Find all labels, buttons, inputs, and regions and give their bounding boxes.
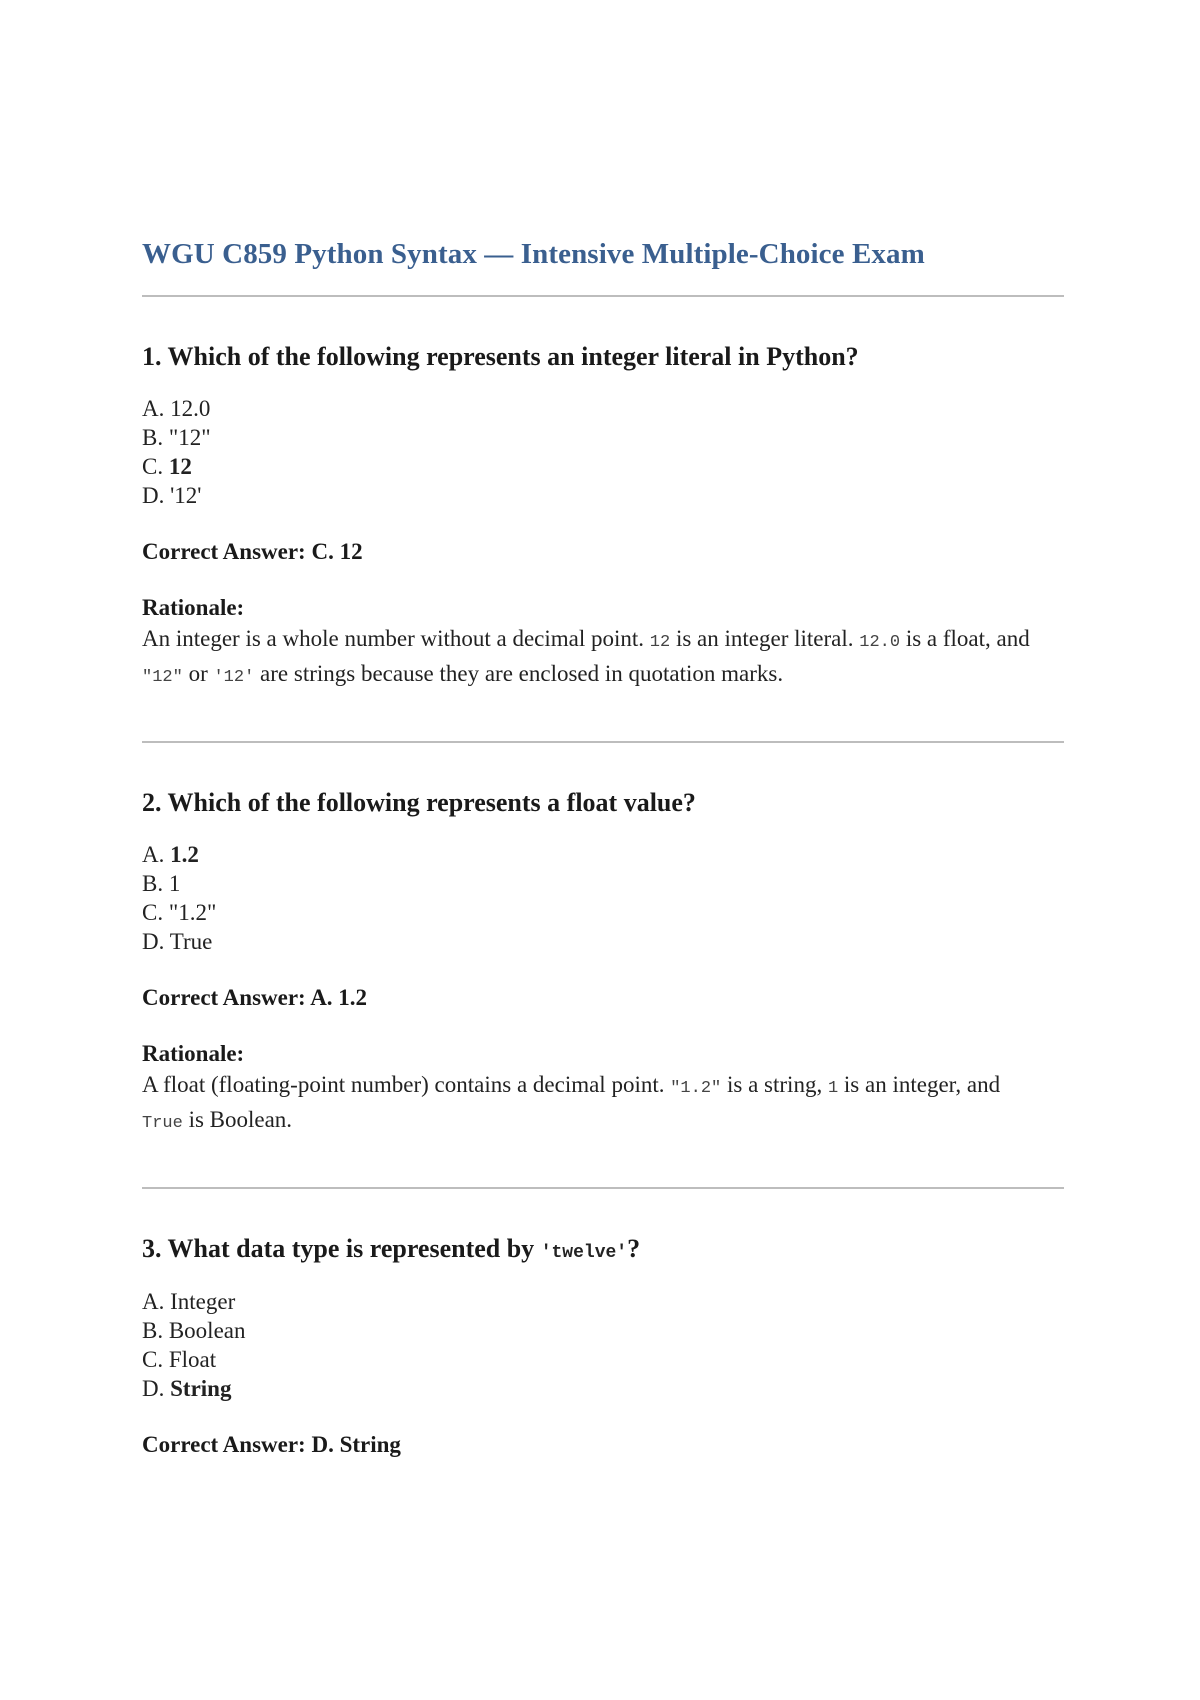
exam-document (142, 238, 1064, 1458)
divider (142, 741, 1064, 743)
question-prompt: Which of the following represents a float value? (167, 788, 696, 818)
option-text: Float (168, 1346, 217, 1372)
option-text: "12" (168, 425, 211, 451)
inline-code: 12 (649, 633, 671, 653)
option-letter: D. (142, 929, 165, 955)
question-prompt: What data type is represented by (167, 1234, 541, 1264)
rationale-segment: is an integer, and (838, 1072, 1001, 1098)
option-a (142, 840, 1064, 869)
rationale-text (142, 623, 1064, 693)
option-text: 1 (168, 871, 181, 897)
option-letter: B. (142, 871, 164, 897)
question-3-options (142, 1287, 1064, 1403)
inline-code: 'twelve' (540, 1243, 628, 1264)
question-number: 2. (142, 788, 162, 818)
option-text-correct: 1.2 (170, 842, 199, 868)
option-a (142, 394, 1064, 423)
rationale-segment: is a string, (721, 1072, 828, 1098)
option-letter: A. (142, 842, 165, 868)
question-2-options (142, 840, 1064, 956)
rationale-heading: Rationale: (142, 1041, 245, 1067)
rationale-segment: is Boolean. (182, 1107, 293, 1133)
option-letter: C. (142, 454, 164, 480)
option-text-correct: 12 (168, 454, 192, 480)
question-1-text (142, 341, 1064, 372)
option-d (142, 481, 1064, 510)
option-d (142, 1374, 1064, 1403)
rationale-text (142, 1069, 1064, 1139)
option-d (142, 927, 1064, 956)
document-title: WGU C859 Python Syntax — Intensive Multiple-Choice Exam (142, 238, 925, 270)
question-number: 3. (142, 1234, 162, 1264)
question-prompt: Which of the following represents an integer literal in Python? (167, 342, 859, 371)
option-a (142, 1287, 1064, 1316)
rationale-heading: Rationale: (142, 595, 245, 621)
option-letter: C. (142, 1346, 164, 1372)
question-1 (142, 341, 1064, 693)
rationale-segment: is a float, and (900, 626, 1030, 652)
inline-code: 12.0 (859, 633, 901, 653)
question-1-options (142, 394, 1064, 510)
option-letter: D. (142, 483, 165, 509)
option-text: Integer (170, 1288, 236, 1314)
option-text-correct: String (170, 1375, 232, 1401)
rationale-segment: or (182, 661, 214, 687)
option-c (142, 1345, 1064, 1374)
option-text: '12' (170, 483, 202, 509)
inline-code: '12' (213, 668, 255, 688)
divider (142, 295, 1064, 297)
option-b (142, 1316, 1064, 1345)
option-letter: B. (142, 425, 164, 451)
option-letter: A. (142, 1288, 165, 1314)
question-3 (142, 1233, 1064, 1458)
question-prompt-end: ? (627, 1234, 641, 1264)
option-text: True (169, 929, 213, 955)
correct-answer: Correct Answer: D. String (142, 1431, 401, 1457)
option-c (142, 898, 1064, 927)
correct-answer: Correct Answer: A. 1.2 (142, 985, 368, 1011)
inline-code: "1.2" (670, 1079, 722, 1099)
option-letter: B. (142, 1317, 164, 1343)
option-text: 12.0 (170, 396, 211, 422)
option-letter: D. (142, 1375, 165, 1401)
option-text: Boolean (168, 1317, 246, 1343)
option-text: "1.2" (168, 900, 217, 926)
option-letter: A. (142, 396, 165, 422)
question-2 (142, 787, 1064, 1139)
rationale-segment: An integer is a whole number without a decimal point. (142, 626, 650, 652)
question-3-text (142, 1233, 1064, 1265)
rationale-segment: are strings because they are enclosed in quotation marks. (254, 661, 784, 687)
divider (142, 1187, 1064, 1189)
option-b (142, 869, 1064, 898)
rationale-segment: is an integer literal. (670, 626, 860, 652)
rationale-segment: A float (floating-point number) contains a decimal point. (142, 1072, 671, 1098)
inline-code: True (142, 1114, 183, 1134)
option-letter: C. (142, 900, 164, 926)
option-c (142, 452, 1064, 481)
question-number: 1. (142, 342, 162, 371)
option-b (142, 423, 1064, 452)
inline-code: "12" (142, 668, 183, 688)
correct-answer: Correct Answer: C. 12 (142, 539, 363, 565)
question-2-text (142, 787, 1064, 818)
inline-code: 1 (827, 1079, 839, 1099)
